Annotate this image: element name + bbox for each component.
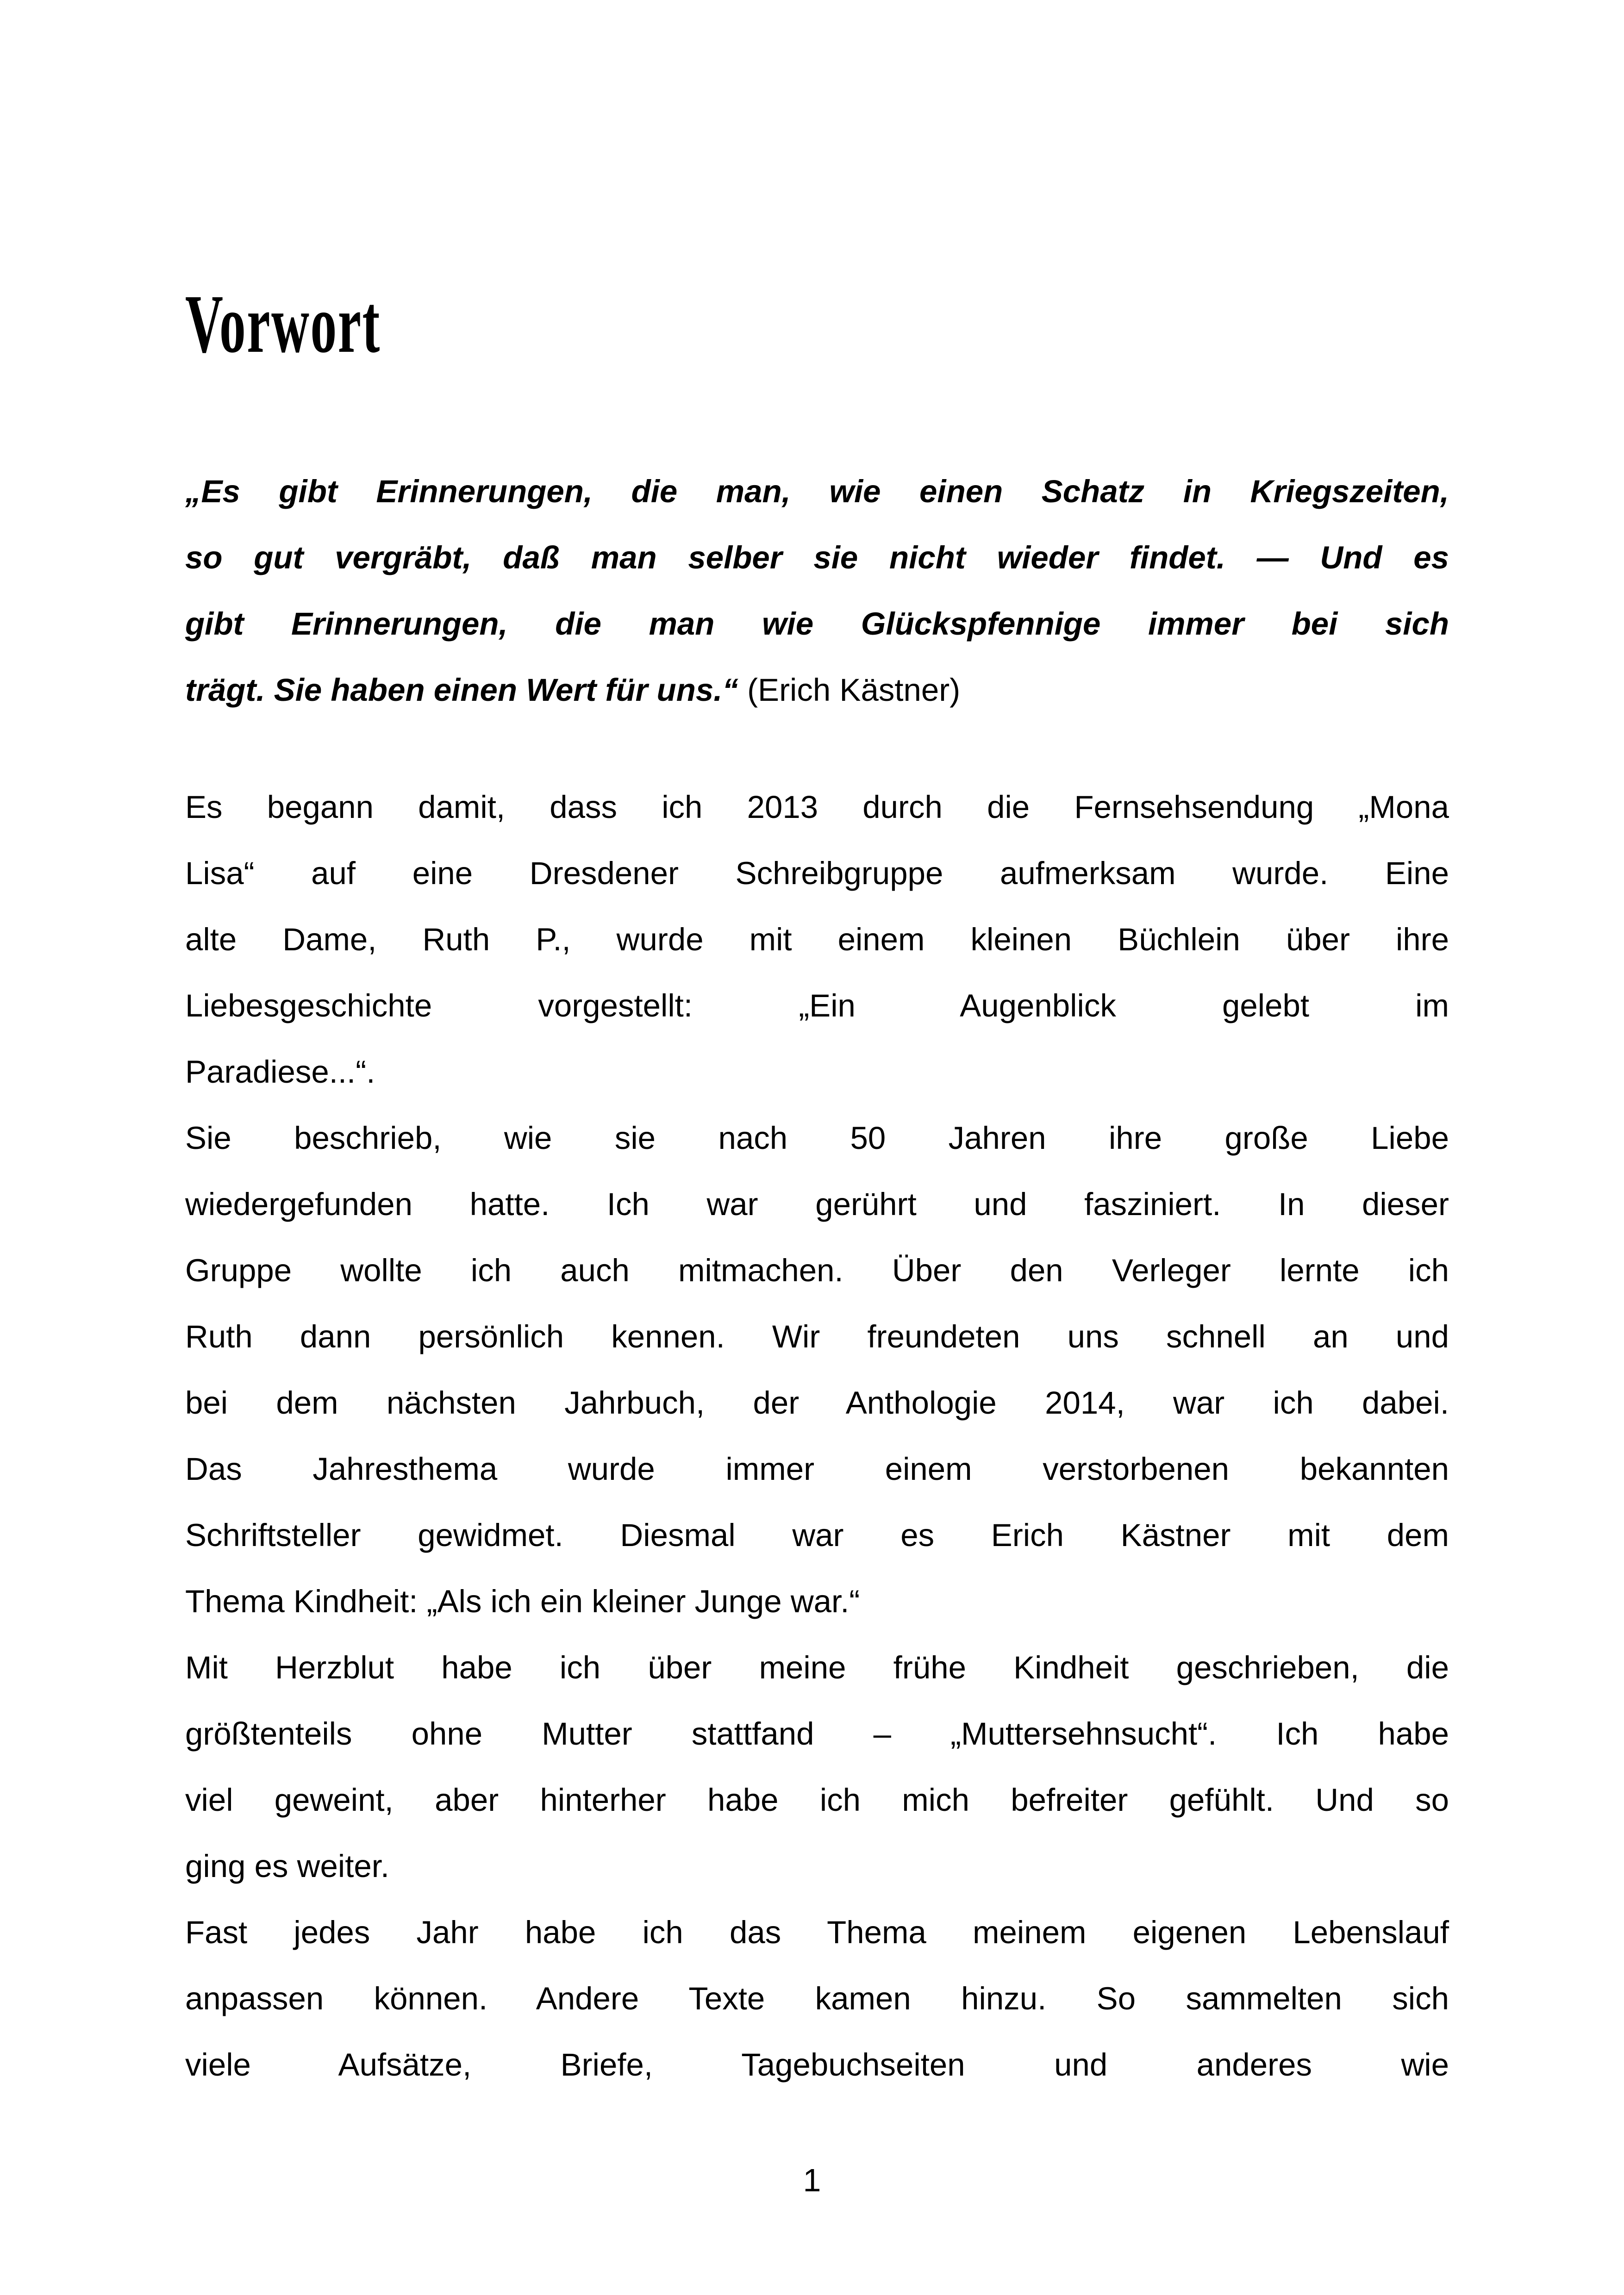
quote-last-line: trägt. Sie haben einen Wert für uns.“: [185, 672, 738, 708]
text-line: Schriftsteller gewidmet. Diesmal war es Erich Kästner mit dem: [185, 1517, 1449, 1553]
text-column: [185, 0, 1449, 2098]
text-line: Es begann damit, dass ich 2013 durch die Fernsehsendung „Mona: [185, 789, 1449, 825]
text-line: Paradiese...“.: [185, 1054, 375, 1090]
text-line: Mit Herzblut habe ich über meine frühe Kindheit geschrieben, die: [185, 1650, 1449, 1685]
text-line: Ruth dann persönlich kennen. Wir freundeten uns schnell an und: [185, 1319, 1449, 1354]
text-line: Fast jedes Jahr habe ich das Thema meinem eigenen Lebenslauf: [185, 1915, 1449, 1950]
body-paragraph: [185, 774, 1449, 1105]
text-line: Thema Kindheit: „Als ich ein kleiner Junge war.“: [185, 1584, 860, 1619]
text-line: Liebesgeschichte vorgestellt: „Ein Augenblick gelebt im: [185, 988, 1449, 1023]
text-line: viel geweint, aber hinterher habe ich mich befreiter gefühlt. Und so: [185, 1782, 1449, 1818]
text-line: „Es gibt Erinnerungen, die man, wie einen Schatz in Kriegszeiten,: [185, 474, 1449, 509]
text-line: viele Aufsätze, Briefe, Tagebuchseiten und anderes wie: [185, 2047, 1449, 2083]
text-line: bei dem nächsten Jahrbuch, der Anthologie 2014, war ich dabei.: [185, 1385, 1449, 1421]
text-line: alte Dame, Ruth P., wurde mit einem kleinen Büchlein über ihre: [185, 922, 1449, 957]
body-paragraph: [185, 1899, 1449, 2098]
text-line: größtenteils ohne Mutter stattfand – „Muttersehnsucht“. Ich habe: [185, 1716, 1449, 1752]
text-line: ging es weiter.: [185, 1848, 390, 1884]
text-line: Gruppe wollte ich auch mitmachen. Über den Verleger lernte ich: [185, 1253, 1449, 1288]
text-line: Sie beschrieb, wie sie nach 50 Jahren ihre große Liebe: [185, 1120, 1449, 1156]
quote-paragraph: [185, 458, 1449, 723]
body-paragraph: [185, 1105, 1449, 1634]
text-line: wiedergefunden hatte. Ich war gerührt und fasziniert. In dieser: [185, 1186, 1449, 1222]
quote-attribution: (Erich Kästner): [738, 672, 961, 708]
page-title-text: Vorwort: [185, 278, 381, 370]
text-line: gibt Erinnerungen, die man wie Glückspfennige immer bei sich: [185, 606, 1449, 642]
body-paragraph: [185, 1634, 1449, 1899]
page-title: [185, 278, 1449, 370]
text-line: so gut vergräbt, daß man selber sie nicht wieder findet. — Und es: [185, 540, 1449, 575]
text-line: Das Jahresthema wurde immer einem verstorbenen bekannten: [185, 1451, 1449, 1487]
text-line: anpassen können. Andere Texte kamen hinzu. So sammelten sich: [185, 1981, 1449, 2016]
text-line: [185, 657, 1449, 723]
text-line: Lisa“ auf eine Dresdener Schreibgruppe aufmerksam wurde. Eine: [185, 855, 1449, 891]
page-number-footer: 1: [803, 2162, 821, 2198]
